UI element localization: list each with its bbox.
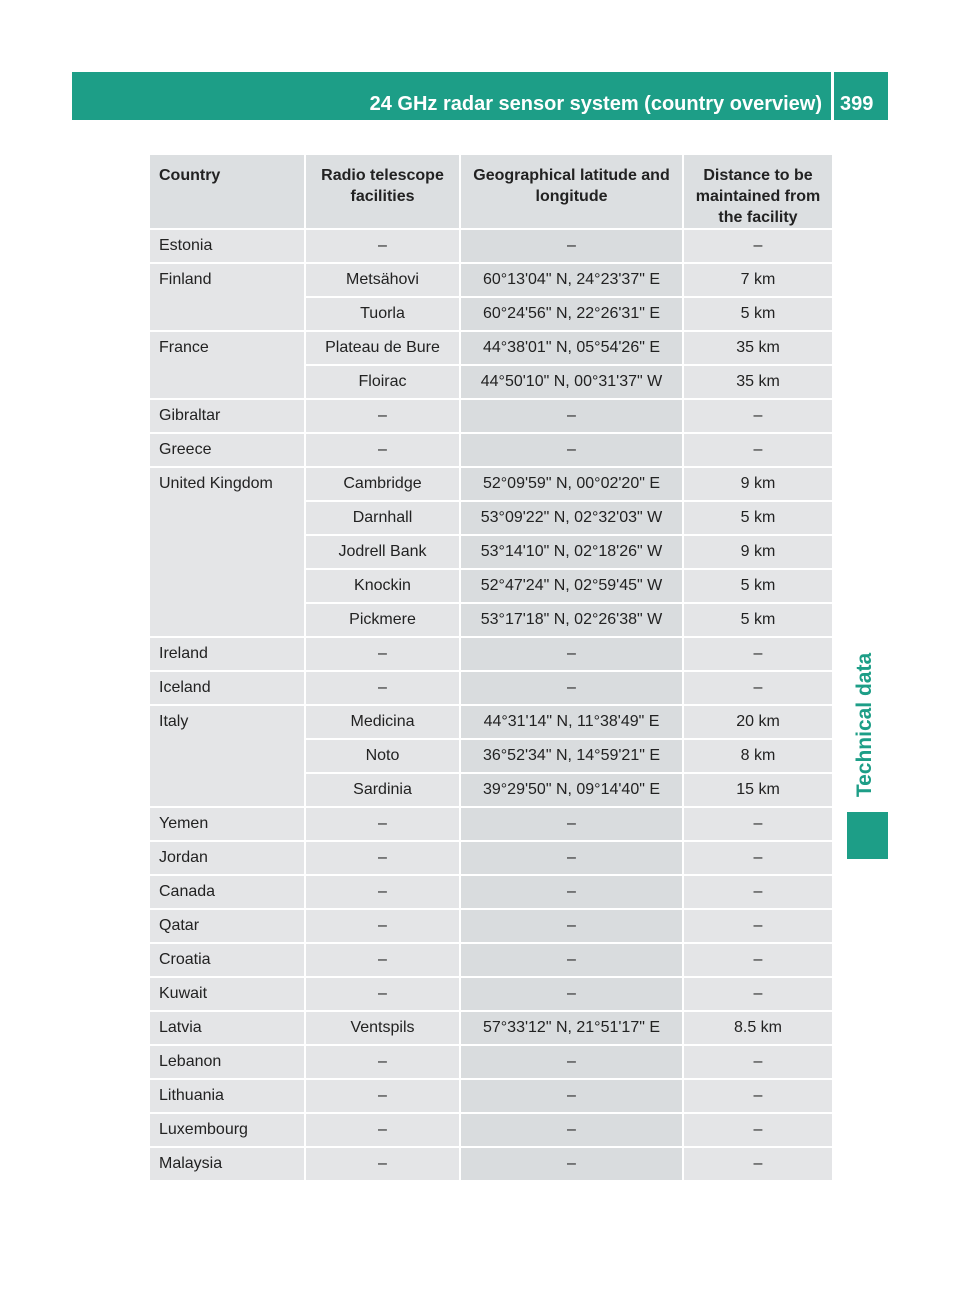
cell-distance: – — [684, 910, 832, 942]
cell-coordinates: 57°33'12" N, 21°51'17" E — [461, 1012, 682, 1044]
cell-distance: – — [684, 876, 832, 908]
cell-facility: – — [306, 1046, 459, 1078]
cell-country: Jordan — [150, 842, 304, 874]
table-body — [150, 230, 832, 1180]
cell-distance: 9 km — [684, 468, 832, 500]
cell-country: Lithuania — [150, 1080, 304, 1112]
cell-facility: – — [306, 808, 459, 840]
column-header-distance: Distance to be maintained from the facility — [684, 155, 832, 228]
side-tab-marker — [847, 812, 888, 859]
cell-coordinates: 44°38'01" N, 05°54'26" E — [461, 332, 682, 364]
cell-facility: Tuorla — [306, 298, 459, 330]
cell-facility: Plateau de Bure — [306, 332, 459, 364]
cell-coordinates: 53°17'18" N, 02°26'38" W — [461, 604, 682, 636]
cell-facility: Cambridge — [306, 468, 459, 500]
cell-country: Greece — [150, 434, 304, 466]
side-tab-label: Technical data — [853, 652, 876, 798]
cell-coordinates: 60°24'56" N, 22°26'31" E — [461, 298, 682, 330]
cell-coordinates: 52°47'24" N, 02°59'45" W — [461, 570, 682, 602]
cell-country: Iceland — [150, 672, 304, 704]
cell-distance: – — [684, 638, 832, 670]
cell-country: Lebanon — [150, 1046, 304, 1078]
cell-coordinates: 53°14'10" N, 02°18'26" W — [461, 536, 682, 568]
cell-facility: – — [306, 1114, 459, 1146]
cell-distance: – — [684, 1080, 832, 1112]
table-row — [150, 842, 832, 874]
cell-facility: – — [306, 434, 459, 466]
cell-coordinates: – — [461, 944, 682, 976]
cell-country: Malaysia — [150, 1148, 304, 1180]
cell-facility: – — [306, 876, 459, 908]
country-overview-table — [148, 153, 834, 1182]
cell-facility: Jodrell Bank — [306, 536, 459, 568]
cell-coordinates: 53°09'22" N, 02°32'03" W — [461, 502, 682, 534]
cell-distance: 15 km — [684, 774, 832, 806]
cell-coordinates: 39°29'50" N, 09°14'40" E — [461, 774, 682, 806]
table-row — [150, 672, 832, 704]
cell-coordinates: – — [461, 1148, 682, 1180]
cell-distance: 8.5 km — [684, 1012, 832, 1044]
header-divider — [831, 72, 834, 120]
cell-distance: 5 km — [684, 298, 832, 330]
table-row — [150, 1012, 832, 1044]
page-title: 24 GHz radar sensor system (country overview) — [369, 93, 822, 115]
cell-coordinates: – — [461, 400, 682, 432]
table-row — [150, 808, 832, 840]
table-row — [150, 400, 832, 432]
cell-coordinates: – — [461, 638, 682, 670]
cell-distance: – — [684, 808, 832, 840]
cell-coordinates: – — [461, 876, 682, 908]
table-row — [150, 638, 832, 670]
cell-coordinates: – — [461, 1080, 682, 1112]
cell-coordinates: – — [461, 978, 682, 1010]
table-row — [150, 1046, 832, 1078]
table-row — [150, 1114, 832, 1146]
cell-coordinates: – — [461, 230, 682, 262]
cell-distance: 35 km — [684, 366, 832, 398]
cell-coordinates: – — [461, 1114, 682, 1146]
cell-distance: 8 km — [684, 740, 832, 772]
cell-distance: 5 km — [684, 604, 832, 636]
cell-country: Ireland — [150, 638, 304, 670]
cell-coordinates: – — [461, 910, 682, 942]
cell-distance: – — [684, 944, 832, 976]
cell-coordinates: 44°31'14" N, 11°38'49" E — [461, 706, 682, 738]
cell-coordinates: – — [461, 842, 682, 874]
table-row — [150, 264, 832, 296]
cell-distance: 20 km — [684, 706, 832, 738]
page-number: 399 — [840, 93, 874, 115]
cell-facility: – — [306, 1080, 459, 1112]
table-row — [150, 1148, 832, 1180]
table-row — [150, 706, 832, 738]
cell-facility: Sardinia — [306, 774, 459, 806]
cell-distance: – — [684, 1046, 832, 1078]
table-row — [150, 1080, 832, 1112]
table-row — [150, 332, 832, 364]
table-row — [150, 944, 832, 976]
cell-facility: Floirac — [306, 366, 459, 398]
cell-country: Yemen — [150, 808, 304, 840]
cell-facility: – — [306, 910, 459, 942]
cell-facility: – — [306, 842, 459, 874]
cell-distance: – — [684, 230, 832, 262]
column-header-country: Country — [150, 155, 304, 228]
cell-distance: 5 km — [684, 502, 832, 534]
cell-country: Kuwait — [150, 978, 304, 1010]
cell-coordinates: 52°09'59" N, 00°02'20" E — [461, 468, 682, 500]
table-header-row — [150, 155, 832, 228]
cell-distance: 35 km — [684, 332, 832, 364]
cell-country: Croatia — [150, 944, 304, 976]
cell-distance: – — [684, 434, 832, 466]
cell-coordinates: 44°50'10" N, 00°31'37" W — [461, 366, 682, 398]
table-row — [150, 978, 832, 1010]
cell-facility: Knockin — [306, 570, 459, 602]
cell-facility: Medicina — [306, 706, 459, 738]
cell-country: United Kingdom — [150, 468, 304, 636]
cell-distance: – — [684, 400, 832, 432]
cell-distance: 5 km — [684, 570, 832, 602]
cell-country: Gibraltar — [150, 400, 304, 432]
cell-country: Latvia — [150, 1012, 304, 1044]
cell-facility: – — [306, 400, 459, 432]
side-tab — [845, 640, 885, 810]
cell-facility: – — [306, 672, 459, 704]
cell-distance: 7 km — [684, 264, 832, 296]
cell-distance: – — [684, 1114, 832, 1146]
cell-country: Finland — [150, 264, 304, 330]
cell-distance: – — [684, 1148, 832, 1180]
cell-facility: Metsähovi — [306, 264, 459, 296]
column-header-facilities: Radio telescope facilities — [306, 155, 459, 228]
cell-country: Canada — [150, 876, 304, 908]
table-row — [150, 910, 832, 942]
cell-facility: – — [306, 944, 459, 976]
cell-coordinates: – — [461, 808, 682, 840]
cell-distance: – — [684, 842, 832, 874]
cell-coordinates: 60°13'04" N, 24°23'37" E — [461, 264, 682, 296]
cell-facility: – — [306, 230, 459, 262]
cell-country: Estonia — [150, 230, 304, 262]
column-header-coordinates: Geographical latitude and longitude — [461, 155, 682, 228]
cell-facility: Darnhall — [306, 502, 459, 534]
cell-facility: Ventspils — [306, 1012, 459, 1044]
cell-coordinates: – — [461, 1046, 682, 1078]
cell-distance: 9 km — [684, 536, 832, 568]
cell-country: Luxembourg — [150, 1114, 304, 1146]
cell-facility: Pickmere — [306, 604, 459, 636]
table-row — [150, 230, 832, 262]
table-row — [150, 468, 832, 500]
cell-facility: – — [306, 1148, 459, 1180]
cell-coordinates: – — [461, 434, 682, 466]
table-row — [150, 876, 832, 908]
cell-country: France — [150, 332, 304, 398]
cell-facility: Noto — [306, 740, 459, 772]
cell-coordinates: 36°52'34" N, 14°59'21" E — [461, 740, 682, 772]
cell-facility: – — [306, 978, 459, 1010]
cell-distance: – — [684, 978, 832, 1010]
cell-facility: – — [306, 638, 459, 670]
cell-distance: – — [684, 672, 832, 704]
cell-country: Italy — [150, 706, 304, 806]
cell-coordinates: – — [461, 672, 682, 704]
cell-country: Qatar — [150, 910, 304, 942]
table-row — [150, 434, 832, 466]
